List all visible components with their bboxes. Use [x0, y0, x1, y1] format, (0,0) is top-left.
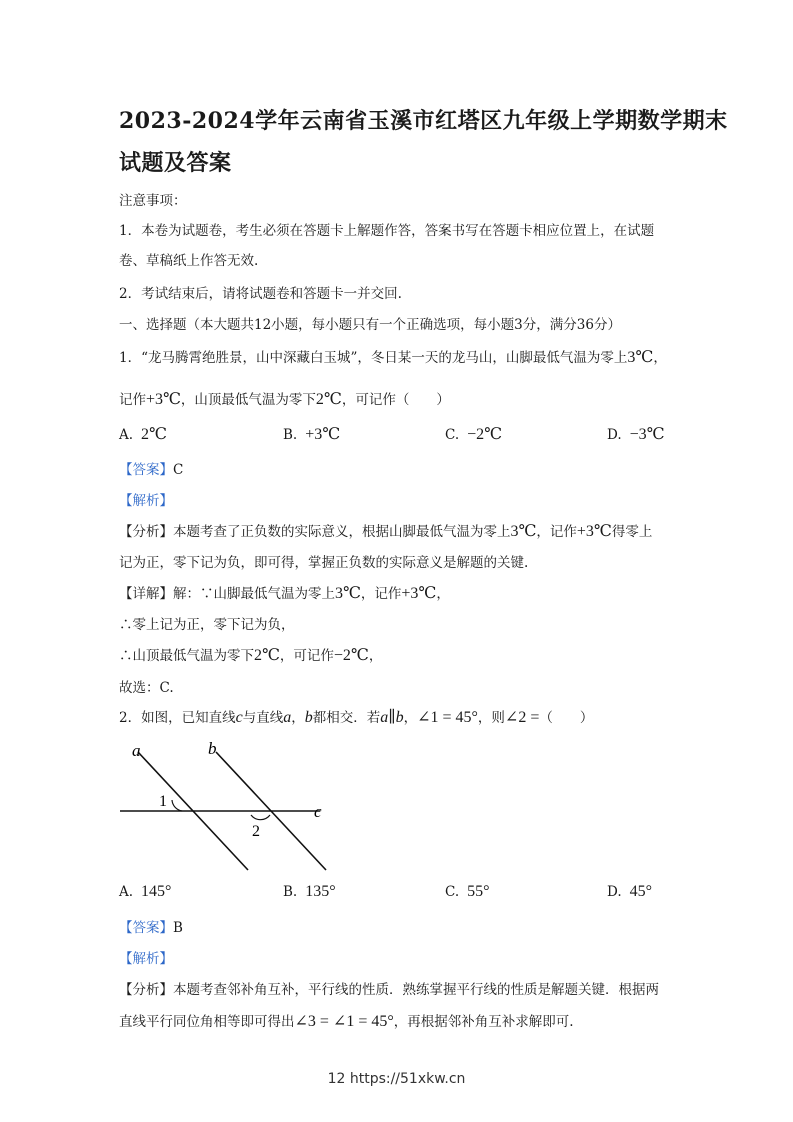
q2-text-3: 都相交．若 [312, 710, 381, 726]
q1-option-b [283, 424, 340, 444]
xj3-text-2: ，可记作 [279, 648, 334, 664]
q2-var-c: c [235, 709, 243, 726]
page-footer: 12 https://51xkw.cn [327, 1071, 466, 1087]
label-2: 2 [252, 823, 260, 840]
q1-xiangjie-line2: ∴零上记为正，零下记为负， [119, 617, 295, 633]
q2-answer [119, 916, 183, 936]
q2-figure [110, 738, 340, 878]
xj3-math-2: −2℃ [333, 647, 369, 664]
q1-option-d [607, 424, 665, 444]
q2-fenxi-line1 [119, 978, 659, 998]
angle-1-arc [172, 800, 182, 811]
option-value: −3℃ [629, 426, 665, 443]
q2-angle1: ∠1 = 45° [417, 709, 478, 726]
option-letter: B. [283, 427, 298, 443]
q1-stem-line1 [119, 346, 667, 367]
q1-option-a [119, 424, 167, 444]
xj-text-2: ，记作 [360, 586, 402, 602]
q1-xiangjie-line3 [119, 644, 382, 665]
fenxi2-math: ∠3 = ∠1 = 45° [294, 1013, 394, 1030]
page-title-line1: 2023-2024学年云南省玉溪市红塔区九年级上学期数学期末 [119, 108, 728, 134]
xiangjie-tag: 【详解】 [119, 586, 173, 602]
q1-analysis [119, 489, 173, 509]
q1-stem-punct: ， [653, 350, 667, 366]
option-value: 2℃ [141, 426, 167, 443]
q1-fenxi-line2: 记为正，零下记为负，即可得，掌握正负数的实际意义是解题的关键. [119, 555, 529, 571]
q1-xiangjie-line4: 故选：C. [119, 680, 174, 696]
q2-stem [119, 706, 593, 727]
answer-tag: 【答案】 [119, 920, 173, 936]
option-value: 135° [305, 883, 336, 900]
section-heading: 一、选择题（本大题共12小题，每小题只有一个正确选项，每小题3分，满分36分） [119, 317, 621, 333]
q1-fenxi-line1 [119, 520, 652, 541]
analysis-tag: 【解析】 [119, 951, 173, 967]
angle-2-arc [251, 815, 270, 820]
q2-option-c [445, 883, 490, 901]
q1-stem-line2 [119, 388, 450, 409]
q1-stem-math: 3℃ [627, 349, 654, 366]
xj-text: 解：∵山脚最低气温为零上 [173, 586, 335, 602]
answer-tag: 【答案】 [119, 462, 173, 478]
q2-fenxi-line2 [119, 1010, 574, 1031]
option-letter: C. [445, 427, 460, 443]
xj-text-3: ， [436, 586, 450, 602]
notice-heading: 注意事项： [119, 193, 187, 209]
label-b: b [208, 739, 217, 758]
xj-math-2: +3℃ [401, 585, 437, 602]
q2-condition: a∥b [380, 709, 404, 726]
xj-math: 3℃ [335, 585, 361, 602]
page-title-line2: 试题及答案 [119, 150, 232, 176]
q2-text: 2．如图，已知直线 [119, 710, 236, 726]
fenxi-text-2: ，记作 [536, 524, 577, 540]
notice-item-1: 1．本卷为试题卷，考生必须在答题卡上解题作答，答案书写在答题卡相应位置上，在试题 [119, 223, 655, 239]
notice-item-1-cont: 卷、草稿纸上作答无效. [119, 253, 259, 269]
q2-option-a [119, 883, 171, 901]
notice-item-2: 2．考试结束后，请将试题卷和答题卡一并交回. [119, 286, 402, 302]
fenxi-text-3: 得零上 [611, 524, 653, 540]
option-letter: D. [607, 427, 622, 443]
fenxi-math: 3℃ [510, 523, 537, 540]
answer-value: C [173, 462, 184, 478]
q2-analysis [119, 947, 173, 967]
analysis-tag: 【解析】 [119, 493, 173, 509]
q1-stem-text: 1．“龙马腾霄绝胜景，山中深藏白玉城”，冬日某一天的龙马山，山脚最低气温为零上 [119, 350, 628, 366]
q2-option-d [607, 883, 652, 901]
q2-text-2: 与直线 [242, 710, 284, 726]
option-letter: D. [607, 884, 622, 900]
option-value: 45° [629, 883, 653, 900]
label-c: c [314, 802, 322, 821]
label-1: 1 [159, 793, 167, 810]
fenxi-tag: 【分析】 [119, 524, 173, 540]
q1-option-c [445, 424, 502, 444]
fenxi-tag: 【分析】 [119, 982, 173, 998]
q2-var-a: a [283, 709, 292, 726]
option-letter: C. [445, 884, 460, 900]
fenxi2-text-2: ，再根据邻补角互补求解即可. [393, 1014, 574, 1030]
q2-punct-2: ， [403, 710, 418, 726]
answer-value: B [173, 920, 183, 936]
q1-stem-math-2: +3℃ [146, 391, 181, 408]
option-letter: A. [119, 427, 134, 443]
q1-stem-text-3: ，山顶最低气温为零下 [180, 392, 316, 408]
option-value: +3℃ [305, 426, 341, 443]
xj3-text: ∴山顶最低气温为零下 [119, 648, 254, 664]
xj3-math: 2℃ [254, 647, 280, 664]
fenxi-math-2: +3℃ [576, 523, 612, 540]
xj3-text-3: ， [368, 648, 383, 664]
fenxi-text: 本题考查邻补角互补，平行线的性质．熟练掌握平行线的性质是解题关键．根据两 [173, 982, 659, 998]
q2-option-b [283, 883, 336, 901]
option-value: −2℃ [467, 426, 503, 443]
option-value: 55° [467, 883, 490, 900]
q2-text-5: （ ） [539, 710, 594, 726]
q2-punct: ， [291, 710, 305, 726]
q1-answer [119, 458, 183, 478]
q2-var-b: b [304, 709, 313, 726]
q1-xiangjie-line1 [119, 582, 450, 603]
q1-stem-text-4: ，可记作（ ） [341, 392, 450, 408]
option-letter: B. [283, 884, 298, 900]
q2-angle2: ∠2 = [504, 709, 540, 726]
q2-text-4: ，则 [477, 710, 505, 726]
label-a: a [132, 741, 141, 760]
fenxi-text: 本题考查了正负数的实际意义，根据山脚最低气温为零上 [173, 524, 511, 540]
q1-stem-math-3: 2℃ [315, 391, 342, 408]
fenxi2-text: 直线平行同位角相等即可得出 [119, 1014, 295, 1030]
q1-stem-text-2: 记作 [119, 392, 146, 408]
option-letter: A. [119, 884, 134, 900]
option-value: 145° [141, 883, 172, 900]
